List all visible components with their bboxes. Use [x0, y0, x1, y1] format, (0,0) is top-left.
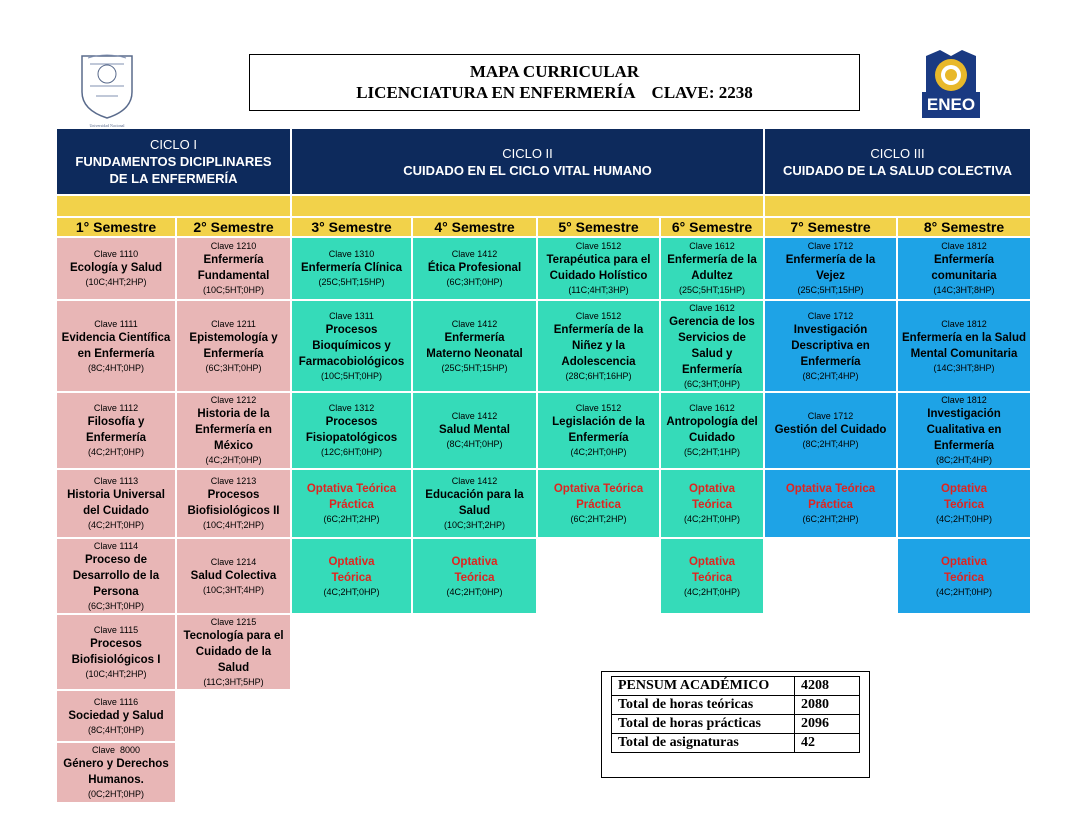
optativa-cell: Optativa Teórica (4C;2HT;0HP)	[413, 539, 536, 613]
title-line-2: LICENCIATURA EN ENFERMERÍA CLAVE: 2238	[356, 83, 753, 102]
course-cell: Clave 1113 Historia Universal del Cuidado (4C;2HT;0HP)	[57, 470, 175, 537]
course-cell: Clave 1215 Tecnología para el Cuidado de la Salud (11C;3HT;5HP)	[177, 615, 290, 689]
summary-row: Total de horas teóricas 2080	[612, 696, 860, 715]
course-cell: Clave 1712 Investigación Descriptiva en Enfermería (8C;2HT;4HP)	[765, 301, 896, 391]
semester-1-header: 1° Semestre	[57, 218, 175, 236]
course-cell: Clave 1211 Epistemología y Enfermería (6C;3HT;0HP)	[177, 301, 290, 391]
band-spacer	[292, 196, 763, 216]
course-cell: Clave 1812 Enfermería en la Salud Mental Comunitaria (14C;3HT;8HP)	[898, 301, 1030, 391]
cycle-2-header: CICLO II CUIDADO EN EL CICLO VITAL HUMANO	[292, 129, 763, 194]
course-cell: Clave 1213 Procesos Biofisiológicos II (10C;4HT;2HP)	[177, 470, 290, 537]
course-cell: Clave 1110 Ecología y Salud (10C;4HT;2HP)	[57, 238, 175, 299]
band-spacer	[765, 196, 1030, 216]
optativa-cell: Optativa Teórica (4C;2HT;0HP)	[661, 539, 763, 613]
semester-2-header: 2° Semestre	[177, 218, 290, 236]
course-cell: Clave 1214 Salud Colectiva (10C;3HT;4HP)	[177, 539, 290, 613]
summary-row: PENSUM ACADÉMICO 4208	[612, 677, 860, 696]
band-spacer	[57, 196, 290, 216]
optativa-cell: Optativa Teórica Práctica (6C;2HT;2HP)	[292, 470, 411, 537]
course-cell: Clave 1712 Gestión del Cuidado (8C;2HT;4HP)	[765, 393, 896, 468]
page-title	[249, 54, 860, 111]
course-cell: Clave 1512 Legislación de la Enfermería (4C;2HT;0HP)	[538, 393, 659, 468]
semester-4-header: 4° Semestre	[413, 218, 536, 236]
course-cell: Clave 1114 Proceso de Desarrollo de la Persona (6C;3HT;0HP)	[57, 539, 175, 613]
course-cell: Clave 1412 Salud Mental (8C;4HT;0HP)	[413, 393, 536, 468]
title-line-1: MAPA CURRICULAR	[469, 62, 640, 81]
semester-7-header: 7° Semestre	[765, 218, 896, 236]
course-cell: Clave 1412 Enfermería Materno Neonatal (25C;5HT;15HP)	[413, 301, 536, 391]
summary-row: Total de asignaturas 42	[612, 734, 860, 753]
course-cell: Clave 1612 Antropología del Cuidado (5C;2HT;1HP)	[661, 393, 763, 468]
summary-table	[601, 671, 870, 778]
semester-6-header: 6° Semestre	[661, 218, 763, 236]
eneo-logo-text: ENEO	[926, 95, 976, 114]
course-cell: Clave 1210 Enfermería Fundamental (10C;5HT;0HP)	[177, 238, 290, 299]
semester-3-header: 3° Semestre	[292, 218, 411, 236]
course-cell: Clave 1212 Historia de la Enfermería en México (4C;2HT;0HP)	[177, 393, 290, 468]
course-cell: Clave 1310 Enfermería Clínica (25C;5HT;15HP)	[292, 238, 411, 299]
course-cell: Clave 1612 Gerencia de los Servicios de Salud y Enfermería (6C;3HT;0HP)	[661, 301, 763, 391]
optativa-cell: Optativa Teórica (4C;2HT;0HP)	[292, 539, 411, 613]
course-cell: Clave 1115 Procesos Biofisiológicos I (10C;4HT;2HP)	[57, 615, 175, 689]
optativa-cell: Optativa Teórica Práctica (6C;2HT;2HP)	[765, 470, 896, 537]
optativa-cell: Optativa Teórica (4C;2HT;0HP)	[898, 470, 1030, 537]
optativa-cell: Optativa Teórica (4C;2HT;0HP)	[898, 539, 1030, 613]
course-cell: Clave 1512 Terapéutica para el Cuidado Holístico (11C;4HT;3HP)	[538, 238, 659, 299]
course-cell: Clave 1111 Evidencia Científica en Enfermería (8C;4HT;0HP)	[57, 301, 175, 391]
eneo-logo	[916, 46, 986, 122]
unam-seal-logo: Universidad Nacional	[76, 52, 138, 128]
course-cell: Clave 1612 Enfermería de la Adultez (25C;5HT;15HP)	[661, 238, 763, 299]
course-cell: Clave 1512 Enfermería de la Niñez y la Adolescencia (28C;6HT;16HP)	[538, 301, 659, 391]
course-cell: Clave 8000 Género y Derechos Humanos. (0C;2HT;0HP)	[57, 743, 175, 802]
course-cell: Clave 1112 Filosofía y Enfermería (4C;2HT;0HP)	[57, 393, 175, 468]
cycle-3-header: CICLO III CUIDADO DE LA SALUD COLECTIVA	[765, 129, 1030, 194]
course-cell: Clave 1311 Procesos Bioquímicos y Farmacobiológicos (10C;5HT;0HP)	[292, 301, 411, 391]
course-cell: Clave 1812 Investigación Cualitativa en Enfermería (8C;2HT;4HP)	[898, 393, 1030, 468]
optativa-cell: Optativa Teórica Práctica (6C;2HT;2HP)	[538, 470, 659, 537]
course-cell: Clave 1116 Sociedad y Salud (8C;4HT;0HP)	[57, 691, 175, 741]
course-cell: Clave 1812 Enfermería comunitaria (14C;3HT;8HP)	[898, 238, 1030, 299]
course-cell: Clave 1412 Ética Profesional (6C;3HT;0HP)	[413, 238, 536, 299]
course-cell: Clave 1312 Procesos Fisiopatológicos (12C;6HT;0HP)	[292, 393, 411, 468]
optativa-cell: Optativa Teórica (4C;2HT;0HP)	[661, 470, 763, 537]
semester-8-header: 8° Semestre	[898, 218, 1030, 236]
course-cell: Clave 1412 Educación para la Salud (10C;3HT;2HP)	[413, 470, 536, 537]
cycle-1-header: CICLO I FUNDAMENTOS DICIPLINARES DE LA ENFERMERÍA	[57, 129, 290, 194]
semester-5-header: 5° Semestre	[538, 218, 659, 236]
course-cell: Clave 1712 Enfermería de la Vejez (25C;5HT;15HP)	[765, 238, 896, 299]
summary-row: Total de horas prácticas 2096	[612, 715, 860, 734]
